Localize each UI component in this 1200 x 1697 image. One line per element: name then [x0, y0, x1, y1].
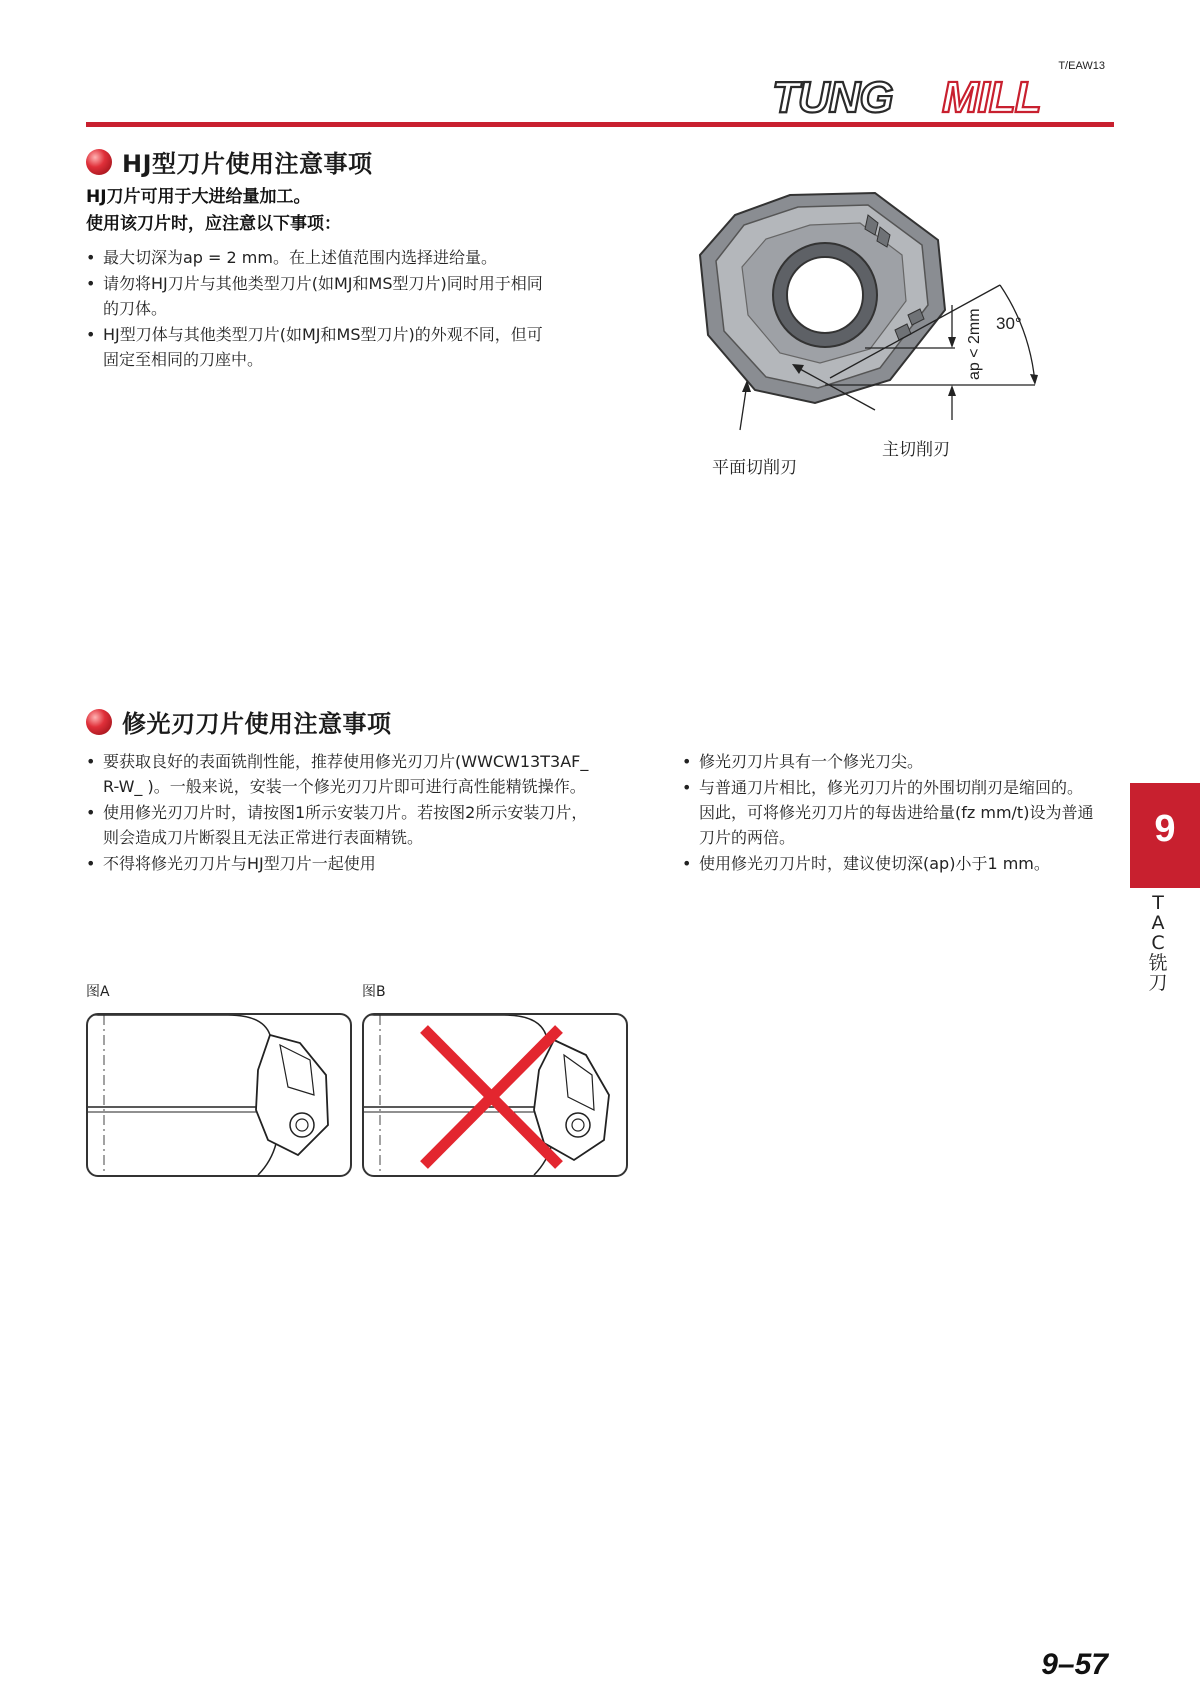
figure-a-drawing	[88, 1015, 350, 1175]
angle-label: 30°	[996, 314, 1022, 333]
red-ball-icon	[86, 149, 112, 175]
section1-intro-line1: HJ刀片可用于大进给量加工。	[86, 187, 311, 207]
main-cutting-edge-label: 主切削刃	[882, 440, 950, 460]
header-rule	[86, 122, 1114, 127]
page-number: 9–57	[1041, 1648, 1108, 1681]
section2-right-notes	[682, 749, 1122, 877]
section1-notes	[86, 245, 646, 373]
list-item: • 使用修光刃刀片时，建议使切深(ap)小于1 mm。	[682, 851, 1122, 876]
figure-b-drawing	[364, 1015, 626, 1175]
section2-left-notes	[86, 749, 656, 877]
section2-title	[86, 704, 392, 739]
list-item: • 使用修光刃刀片时，请按图1所示安装刀片。若按图2所示安装刀片， 则会造成刀片断裂且无法正常进行表面精铣。	[86, 800, 656, 850]
red-ball-icon	[86, 709, 112, 735]
logo-text-tung: TUNG	[772, 74, 893, 122]
list-item: • 请勿将HJ刀片与其他类型刀片(如MJ和MS型刀片)同时用于相同 的刀体。	[86, 271, 646, 321]
figure-a-caption: 图A	[86, 984, 110, 1000]
tungmill-logo	[770, 74, 1115, 122]
figure-a	[86, 1013, 352, 1177]
section2-title-text: 修光刃刀片使用注意事项	[122, 710, 392, 738]
logo-text-mill: MILL	[942, 74, 1041, 122]
angle-arc	[1000, 285, 1035, 383]
insert-hole	[787, 257, 863, 333]
list-item: • 修光刃刀片具有一个修光刀尖。	[682, 749, 1122, 774]
figure-b-caption: 图B	[362, 984, 386, 1000]
section1-intro-line2: 使用该刀片时，应注意以下事项：	[86, 214, 341, 234]
chapter-name-vertical: T A C 铣 刀	[1148, 892, 1168, 994]
section1-title-text: HJ型刀片使用注意事项	[122, 150, 373, 178]
list-item: • 与普通刀片相比，修光刃刀片的外围切削刃是缩回的。 因此，可将修光刃刀片的每齿进给量(fz mm/t)设为普通 刀片的两倍。	[682, 775, 1122, 850]
list-item: • HJ型刀体与其他类型刀片(如MJ和MS型刀片)的外观不同，但可 固定至相同的刀座中。	[86, 322, 646, 372]
list-item: • 最大切深为ap = 2 mm。在上述值范围内选择进给量。	[86, 245, 646, 270]
flat-cutting-edge-label: 平面切削刃	[712, 458, 797, 478]
insert-shape	[534, 1040, 609, 1160]
section1-intro	[86, 184, 341, 238]
chapter-number: 9	[1154, 808, 1176, 850]
list-item: • 要获取良好的表面铣削性能，推荐使用修光刃刀片(WWCW13T3AF_ R-W_ )。一般来说，安装一个修光刃刀片即可进行高性能精铣操作。	[86, 749, 656, 799]
hj-insert-diagram	[680, 185, 1060, 475]
document-code: T/EAW13	[1058, 60, 1105, 72]
figure-b	[362, 1013, 628, 1177]
depth-label: ap < 2mm	[966, 308, 983, 380]
section1-title	[86, 144, 373, 179]
list-item: • 不得将修光刃刀片与HJ型刀片一起使用	[86, 851, 656, 876]
